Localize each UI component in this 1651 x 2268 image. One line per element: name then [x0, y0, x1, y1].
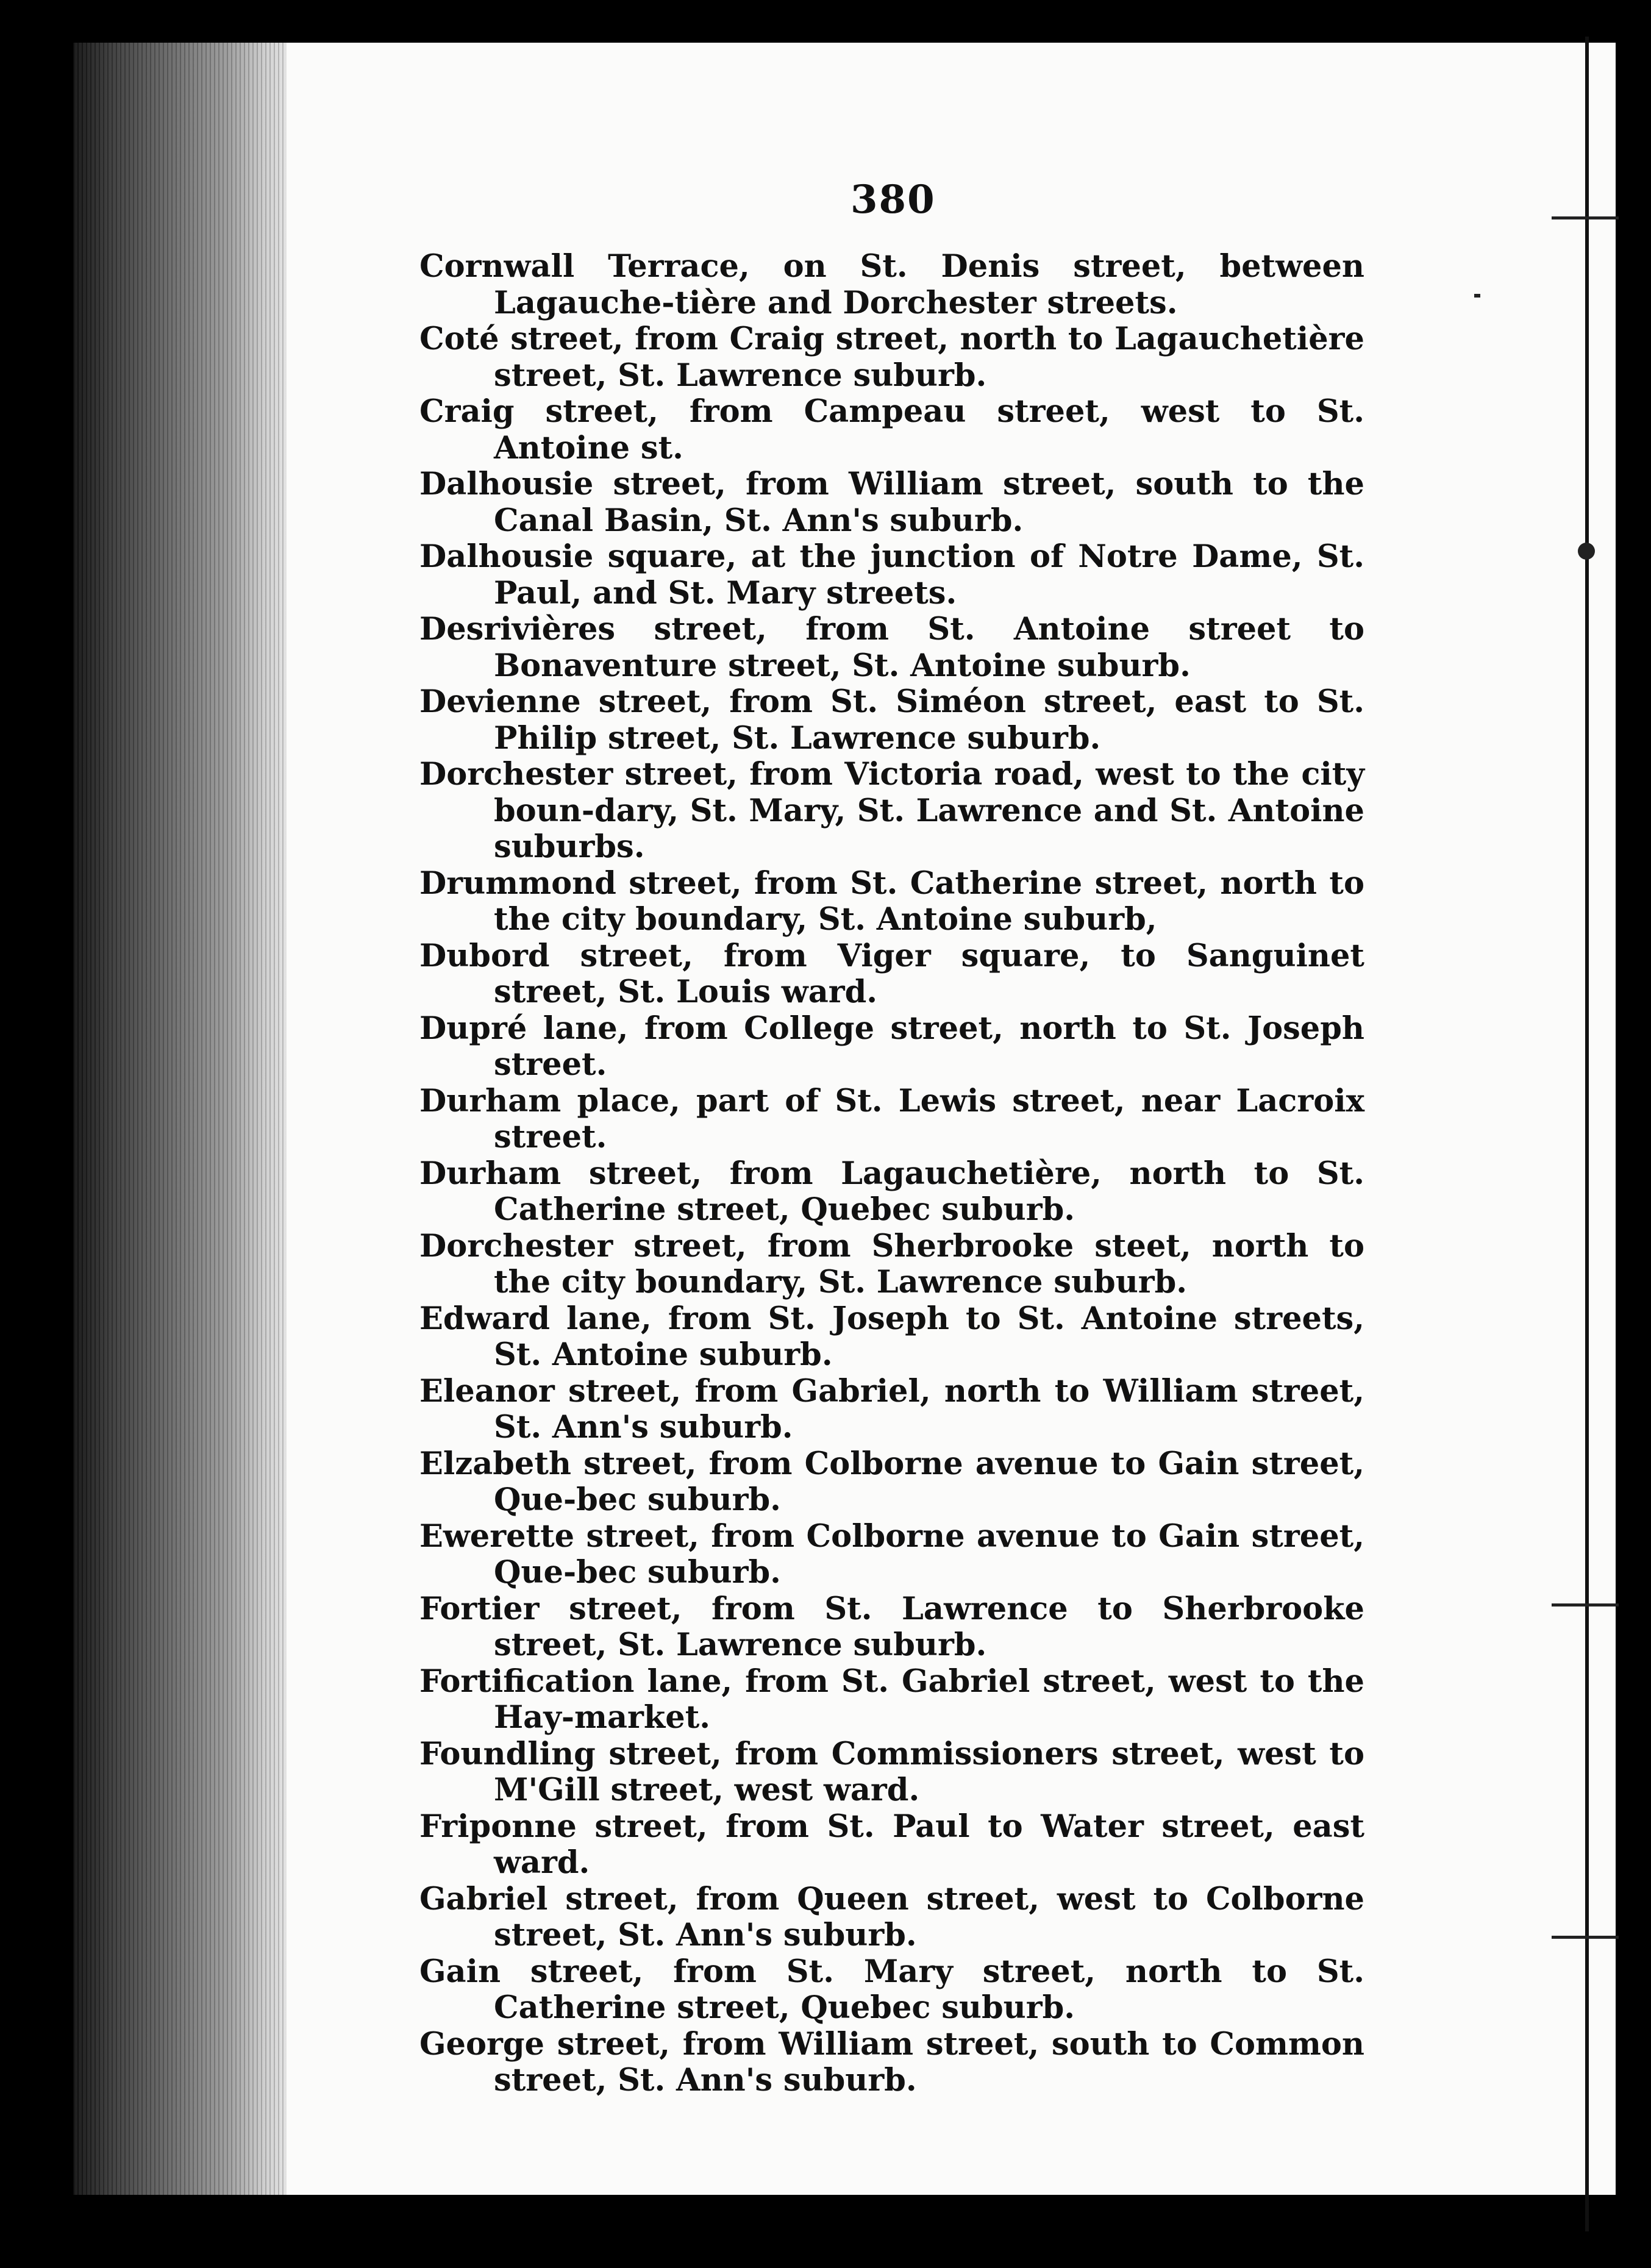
directory-entry: Fortier street, from St. Lawrence to Sherbrooke street, St. Lawrence suburb.	[419, 1590, 1364, 1663]
stray-ink-dot	[1474, 294, 1480, 298]
directory-entry: Fortification lane, from St. Gabriel street, west to the Hay-market.	[419, 1663, 1364, 1736]
directory-entry: Dalhousie street, from William street, south to the Canal Basin, St. Ann's suburb.	[419, 466, 1364, 539]
directory-entry: Durham place, part of St. Lewis street, near Lacroix street.	[419, 1082, 1364, 1155]
right-edge-rule	[1585, 37, 1589, 2231]
directory-entry: Friponne street, from St. Paul to Water street, east ward.	[419, 1808, 1364, 1881]
directory-entry: Devienne street, from St. Siméon street, east to St. Philip street, St. Lawrence suburb.	[419, 683, 1364, 757]
directory-entry: Dupré lane, from College street, north to St. Joseph street.	[419, 1010, 1364, 1083]
directory-entry: George street, from William street, south to Common street, St. Ann's suburb.	[419, 2025, 1364, 2099]
directory-entry: Dubord street, from Viger square, to Sanguinet street, St. Louis ward.	[419, 937, 1364, 1010]
directory-entry: Drummond street, from St. Catherine street, north to the city boundary, St. Antoine suburb,	[419, 865, 1364, 938]
edge-knot-mark	[1578, 543, 1595, 560]
directory-entry: Edward lane, from St. Joseph to St. Antoine streets, St. Antoine suburb.	[419, 1300, 1364, 1373]
directory-entry: Gain street, from St. Mary street, north to St. Catherine street, Quebec suburb.	[419, 1953, 1364, 2026]
book-binding-shadow	[73, 43, 293, 2195]
edge-tick-mark	[1552, 216, 1619, 219]
directory-entry: Foundling street, from Commissioners street, west to M'Gill street, west ward.	[419, 1735, 1364, 1808]
directory-entry: Dorchester street, from Sherbrooke steet, north to the city boundary, St. Lawrence suburb.	[419, 1227, 1364, 1300]
directory-entry: Dorchester street, from Victoria road, west to the city boun-dary, St. Mary, St. Lawrence and St. Antoine suburbs.	[419, 756, 1364, 865]
directory-entry: Cornwall Terrace, on St. Denis street, between Lagauche-tière and Dorchester streets.	[419, 248, 1364, 321]
directory-entry: Ewerette street, from Colborne avenue to Gain street, Que-bec suburb.	[419, 1517, 1364, 1591]
directory-entry: Desrivières street, from St. Antoine street to Bonaventure street, St. Antoine suburb.	[419, 611, 1364, 684]
edge-tick-mark	[1552, 1936, 1619, 1939]
street-directory-list	[419, 249, 1364, 2099]
directory-entry: Durham street, from Lagauchetière, north to St. Catherine street, Quebec suburb.	[419, 1155, 1364, 1228]
directory-entry: Gabriel street, from Queen street, west to Colborne street, St. Ann's suburb.	[419, 1880, 1364, 1953]
directory-entry: Coté street, from Craig street, north to Lagauchetière street, St. Lawrence suburb.	[419, 321, 1364, 394]
directory-entry: Dalhousie square, at the junction of Notre Dame, St. Paul, and St. Mary streets.	[419, 538, 1364, 612]
edge-tick-mark	[1552, 1603, 1619, 1606]
directory-entry: Elzabeth street, from Colborne avenue to Gain street, Que-bec suburb.	[419, 1445, 1364, 1518]
page-number: 380	[850, 177, 936, 223]
directory-entry: Craig street, from Campeau street, west to St. Antoine st.	[419, 393, 1364, 466]
directory-entry: Eleanor street, from Gabriel, north to William street, St. Ann's suburb.	[419, 1372, 1364, 1446]
